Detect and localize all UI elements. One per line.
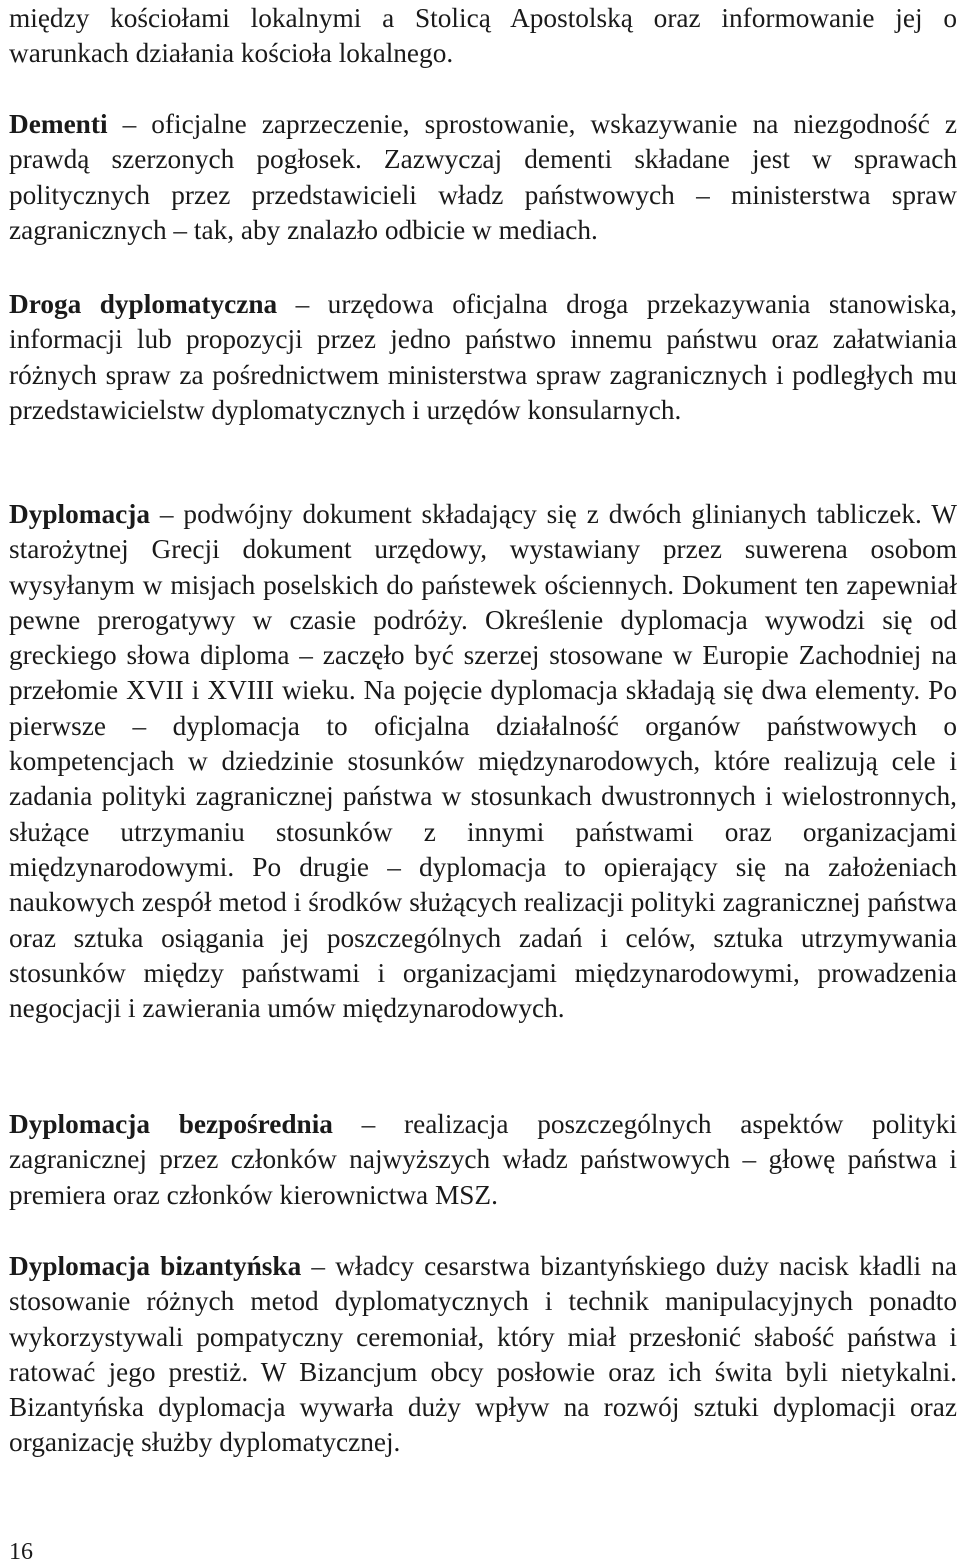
entry-definition: – podwójny dokument składający się z dwóch glinianych tabliczek. W starożytnej Grecji dokument urzędowy, wystawiany przez suwerena osobom wysyłanym w misjach poselskich do państewek ościennych. Dokument ten zapewniał pewne prerogatywy w czasie podróży. Określenie dyplomacja wywodzi się od greckiego słowa diploma – zaczęło być szerzej stosowane w Europie Zachodniej na przełomie XVII i XVIII wieku. Na pojęcie dyplomacja składają się dwa elementy. Po pierwsze – dyplomacja to oficjalna działalność organów państwowych o kompetencjach w dziedzinie stosunków międzynarodowych, które realizują cele i zadania polityki zagranicznej państwa w stosunkach dwustronnych i wielostronnych, służące utrzymaniu stosunków z innymi państwami oraz organizacjami międzynarodowymi. Po drugie – dyplomacja to opierający się na założeniach naukowych zespół metod i środków służących realizacji polityki zagranicznej państwa oraz sztuka osiągania jej poszczególnych zadań i celów, sztuka utrzymywania stosunków między państwami i organizacjami międzynarodowymi, prowadzenia negocjacji i zawierania umów międzynarodowych.: [9, 499, 957, 1024]
entry-dyplomacja-bezposrednia: [9, 1107, 957, 1213]
entry-term: Dyplomacja bezpośrednia: [9, 1109, 333, 1139]
entry-term: Droga dyplomatyczna: [9, 289, 278, 319]
entry-definition: – władcy cesarstwa bizantyńskiego duży nacisk kładli na stosowanie różnych metod dyplomatycznych i technik manipulacyjnych ponadto wykorzystywali pompatyczny ceremoniał, który miał przesłonić słabość państwa i ratować jego prestiż. W Bizancjum obcy posłowie oraz ich świta byli nietykalni. Bizantyńska dyplomacja wywarła duży wpływ na rozwój sztuki dyplomacji oraz organizację służby dyplomatycznej.: [9, 1251, 957, 1458]
entry-dyplomacja-bizantynska: [9, 1249, 957, 1461]
paragraph-continuation: [9, 1, 957, 72]
entry-definition: – realizacja poszczególnych aspektów polityki zagranicznej przez członków najwyższych władz państwowych – głowę państwa i premiera oraz członków kierownictwa MSZ.: [9, 1109, 957, 1210]
paragraph-body: między kościołami lokalnymi a Stolicą Apostolską oraz informowanie jej o warunkach działania kościoła lokalnego.: [9, 3, 957, 69]
entry-definition: – oficjalne zaprzeczenie, sprostowanie, wskazywanie na niezgodność z prawdą szerzonych pogłosek. Zazwyczaj dementi składane jest w sprawach politycznych przez przedstawicieli władz państwowych – ministerstwa spraw zagranicznych – tak, aby znalazło odbicie w mediach.: [9, 109, 957, 245]
entry-term: Dementi: [9, 109, 108, 139]
entry-term: Dyplomacja: [9, 499, 151, 529]
page-number: 16: [9, 1539, 33, 1565]
entry-dyplomacja: [9, 497, 957, 1026]
entry-dementi: [9, 107, 957, 248]
entry-definition: – urzędowa oficjalna droga przekazywania stanowiska, informacji lub propozycji przez jedno państwo innemu państwu oraz załatwiania różnych spraw za pośrednictwem ministerstwa spraw zagranicznych i podległych mu przedstawicielstw dyplomatycznych i urzędów konsularnych.: [9, 289, 957, 425]
entry-term: Dyplomacja bizantyńska: [9, 1251, 302, 1281]
entry-droga-dyplomatyczna: [9, 287, 957, 428]
